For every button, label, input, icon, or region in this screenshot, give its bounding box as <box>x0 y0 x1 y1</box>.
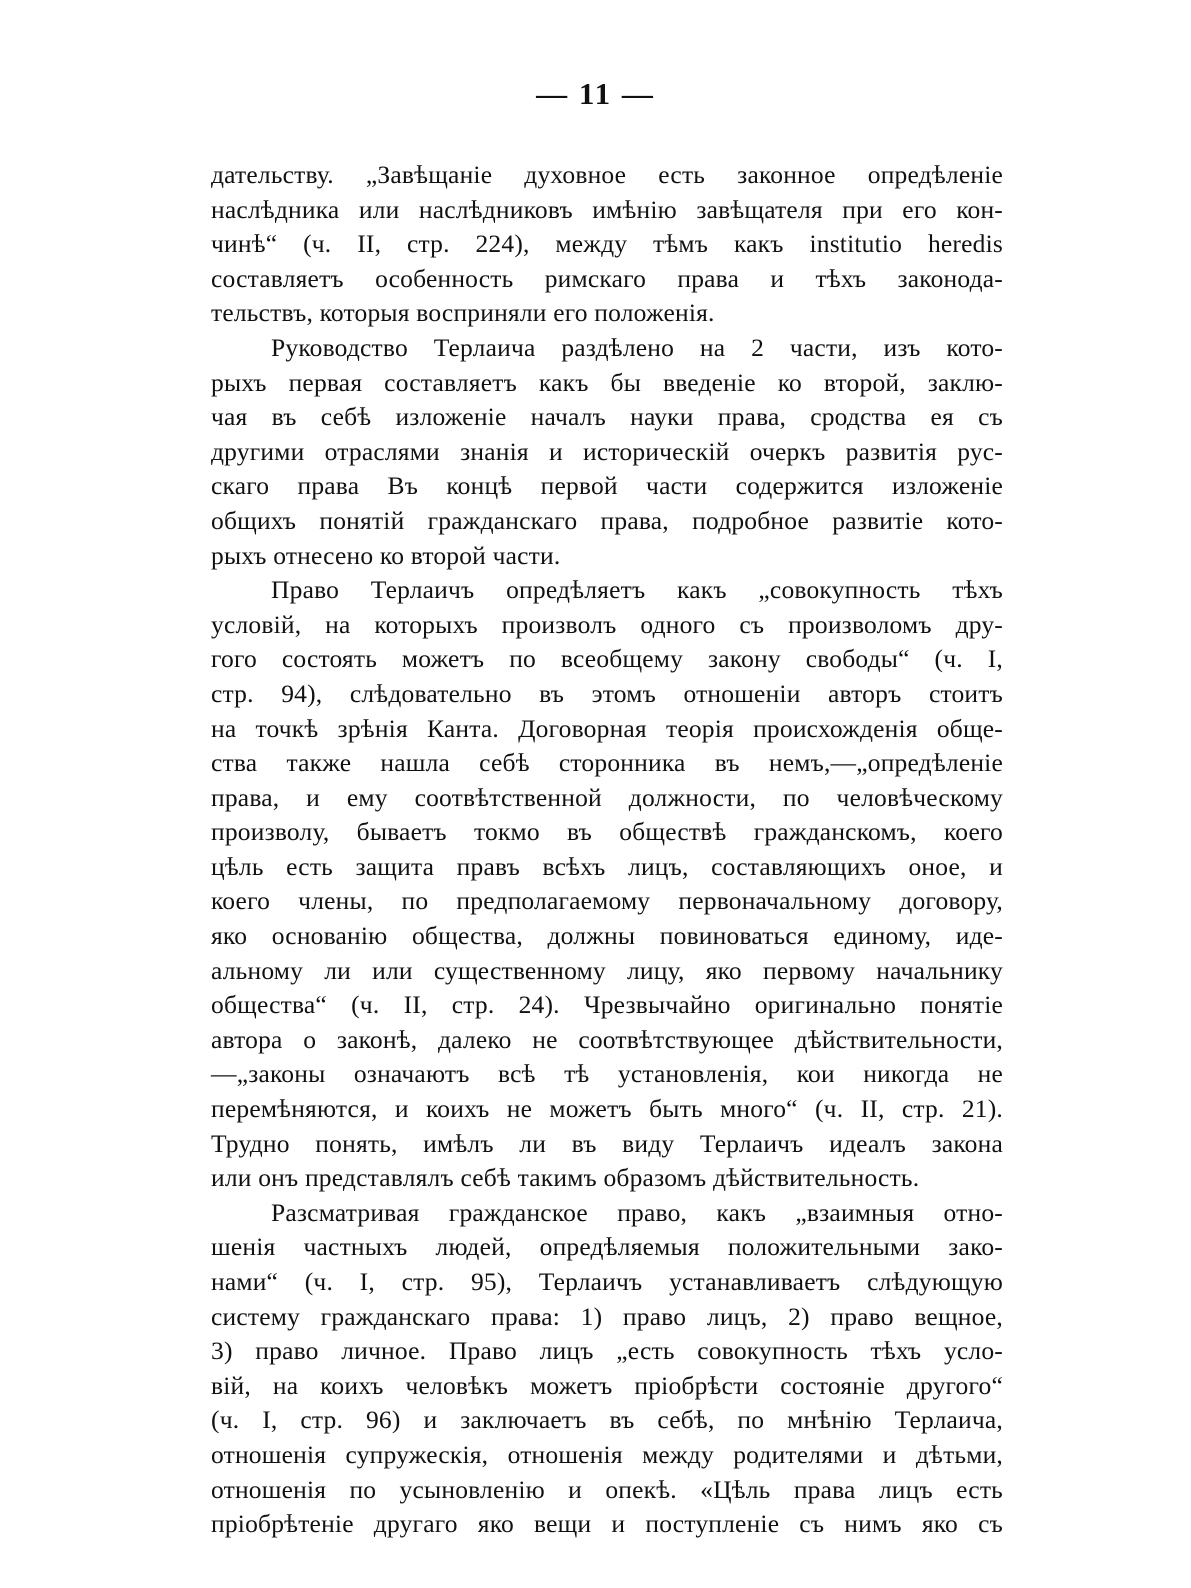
text-line: пріобрѣтеніе другаго яко вещи и поступленіе съ нимъ яко съ <box>211 1509 1003 1539</box>
text-line: скаго права Въ концѣ первой части содержится изложеніе <box>211 471 1003 501</box>
text-line: или онъ представлялъ себѣ такимъ образомъ дѣйствительность. <box>211 1163 920 1193</box>
text-line: общихъ понятій гражданскаго права, подробное развитіе кото- <box>211 505 1003 535</box>
page-number: — 11 — <box>536 76 655 111</box>
text-line: отношенія по усыновленію и опекѣ. «Цѣль права лицъ есть <box>211 1474 1003 1504</box>
text-line: стр. 94), слѣдовательно въ этомъ отношеніи авторъ стоитъ <box>211 678 1003 708</box>
text-line: альному ли или существенному лицу, яко первому начальнику <box>211 955 1003 985</box>
text-line: наслѣдника или наслѣдниковъ имѣнію завѣщателя при его кон- <box>211 194 1003 224</box>
text-line: шенія частныхъ людей, опредѣляемыя положительными зако- <box>211 1232 1003 1262</box>
text-line: Разсматривая гражданское право, какъ „взаимныя отно- <box>271 1197 1003 1227</box>
text-line: рыхъ первая составляетъ какъ бы введеніе ко второй, заклю- <box>211 367 1003 397</box>
text-line: —„законы означаютъ всѣ тѣ установленія, кои никогда не <box>211 1059 1003 1089</box>
text-line: общества“ (ч. II, стр. 24). Чрезвычайно оригинально понятіе <box>211 990 1003 1020</box>
text-line: (ч. I, стр. 96) и заключаетъ въ себѣ, по мнѣнію Терлаича, <box>211 1405 1003 1435</box>
text-line: чинѣ“ (ч. II, стр. 224), между тѣмъ какъ institutio heredis <box>211 229 1003 259</box>
text-line: составляетъ особенность римскаго права и тѣхъ законода- <box>211 263 1003 293</box>
text-line: нами“ (ч. I, стр. 95), Терлаичъ устанавливаетъ слѣдующую <box>211 1267 1003 1296</box>
text-line: произволу, бываетъ токмо въ обществѣ гражданскомъ, коего <box>211 817 1003 847</box>
text-line: ства также нашла себѣ сторонника въ немъ,—„опредѣленіе <box>211 748 1003 778</box>
text-line: Руководство Терлаича раздѣлено на 2 части, изъ кото- <box>271 332 1003 362</box>
text-line: рыхъ отнесено ко второй части. <box>211 540 561 570</box>
text-line: права, и ему соотвѣтственной должности, по человѣческому <box>211 782 1003 812</box>
text-line: гого состоять можетъ по всеобщему закону свободы“ (ч. I, <box>211 644 1003 674</box>
text-line: цѣль есть защита правъ всѣхъ лицъ, составляющихъ оное, и <box>211 851 1003 881</box>
text-line: автора о законѣ, далеко не соотвѣтствующее дѣйствительности, <box>211 1024 1003 1054</box>
text-line: перемѣняются, и коихъ не можетъ быть много“ (ч. II, стр. 21). <box>211 1094 1003 1124</box>
text-line: другими отраслями знанія и историческій очеркъ развитія рус- <box>211 436 1003 466</box>
text-line: тельствъ, которыя восприняли его положенія. <box>211 298 715 328</box>
text-line: Право Терлаичъ опредѣляетъ какъ „совокупность тѣхъ <box>271 575 1003 605</box>
text-line: условій, на которыхъ произволъ одного съ произволомъ дру- <box>211 609 1003 639</box>
text-line: на точкѣ зрѣнія Канта. Договорная теорія происхожденія обще- <box>211 713 1003 743</box>
text-body <box>211 158 1003 1542</box>
text-line: Трудно понять, имѣлъ ли въ виду Терлаичъ идеалъ закона <box>211 1128 1003 1158</box>
text-line: яко основанію общества, должны повиноваться единому, иде- <box>211 921 1003 951</box>
text-line: чая въ себѣ изложеніе началъ науки права, сродства ея съ <box>211 402 1003 432</box>
text-line: отношенія супружескія, отношенія между родителями и дѣтьми, <box>211 1439 1003 1469</box>
text-line: систему гражданскаго права: 1) право лицъ, 2) право вещное, <box>211 1301 1003 1331</box>
text-line: дательству. „Завѣщаніе духовное есть законное опредѣленіе <box>211 160 1003 189</box>
text-line: вій, на коихъ человѣкъ можетъ пріобрѣсти состояніе другого“ <box>211 1370 1003 1400</box>
text-line: коего члены, по предполагаемому первоначальному договору, <box>211 886 1003 916</box>
text-line: 3) право личное. Право лицъ „есть совокупность тѣхъ усло- <box>211 1336 1003 1366</box>
